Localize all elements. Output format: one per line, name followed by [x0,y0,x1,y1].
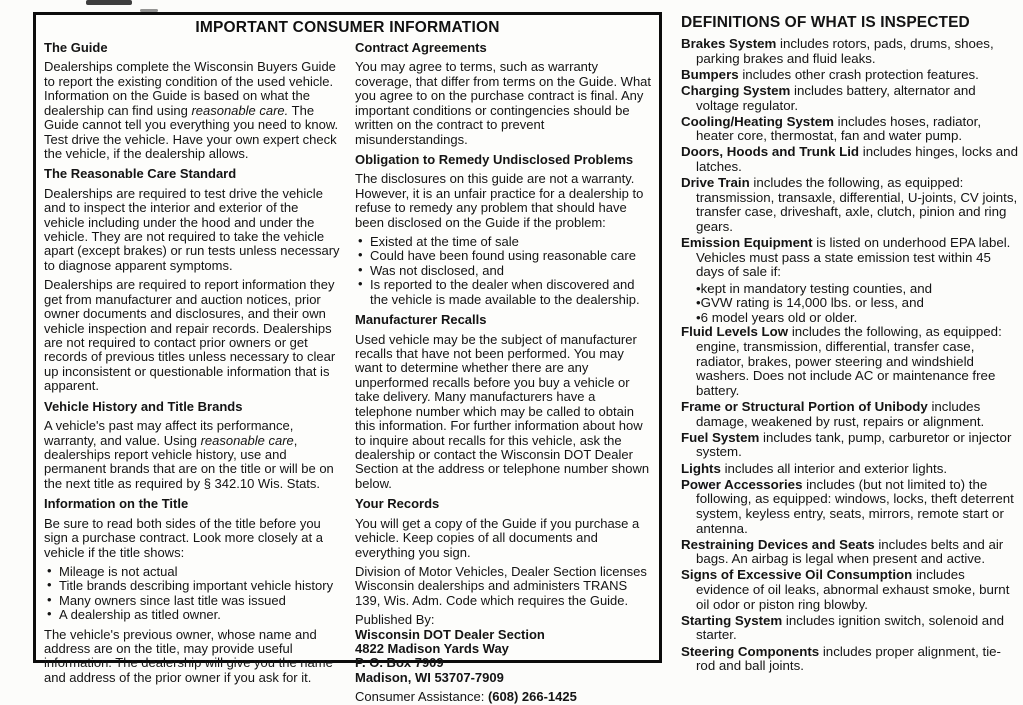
text-run: Published By: [355,612,435,628]
address-line [355,613,651,627]
text-run: Division of Motor Vehicles, Dealer Section licenses Wisconsin dealerships and administers TRANS 139, Wis. Adm. Code which requires the Guide. [355,563,647,608]
text-run: A vehicle's past may affect its performance, warranty, and value. Using [44,418,294,448]
bullet-icon: • [47,606,52,622]
text-run: reasonable care [200,432,294,448]
consumer-info-column-middle [355,39,651,705]
text-run: Used vehicle may be the subject of manufacturer recalls that have not been performed. You may want to determine whether there are any unperformed recalls before you buy a vehicle or take delivery. Many manufacturers have a telephone number which may be called to obtain this information. For further information about how to inquire about recalls for this vehicle, ask the dealership or contact the Wisconsin DOT Dealer Section at the address or telephone number shown below. [355,331,650,491]
definition-item [681,400,1019,429]
bullet-icon: • [358,247,363,263]
bullet-text: Title brands describing important vehicle history [59,578,334,594]
text-run: , dealerships report vehicle history, use and permanent brands that are on the title or will be on the next title as required by § 342.10 Wis. Stats. [44,432,334,491]
bullet-text: Was not disclosed, and [370,262,504,278]
consumer-info-title: IMPORTANT CONSUMER INFORMATION [195,19,500,36]
bullet-icon: • [47,591,52,607]
paragraph [44,187,340,274]
text-run: reasonable care. [191,102,289,118]
paragraph [355,517,651,560]
address-line [355,671,651,685]
bullet-list [44,562,340,623]
definitions-title: DEFINITIONS OF WHAT IS INSPECTED [681,14,970,31]
definition-item [681,568,1019,612]
definition-text: includes the following, as equipped: transmission, transaxle, differential, U-joints, CV joints, transfer case, driveshaft, axle, clutch, pinion and ring gears. [696,175,1018,235]
text-run: 4822 Madison Yards Way [355,641,509,657]
definition-item [681,645,1019,674]
section-heading: Manufacturer Recalls [355,312,487,328]
section-heading: The Reasonable Care Standard [44,166,237,182]
definition-item [681,236,1019,280]
bullet-text: GVW rating is 14,000 lbs. or less, and [700,295,924,311]
definition-text: includes damage, weakened by rust, repairs or alignment. [696,399,985,429]
definition-term: Cooling/Heating System [681,113,834,129]
paragraph [44,278,340,393]
definition-term: Bumpers [681,66,739,82]
info-section [44,167,340,393]
info-section [44,497,340,685]
definition-term: Emission Equipment [681,235,813,251]
definition-term: Frame or Structural Portion of Unibody [681,399,928,415]
bullet-text: Could have been found using reasonable care [370,248,636,264]
definition-term: Starting System [681,612,783,628]
address-line [355,656,651,670]
paragraph [355,333,651,492]
bullet-item [44,562,340,579]
info-section [44,41,340,161]
info-section [44,400,340,492]
bullet-text: Many owners since last title was issued [59,592,286,608]
info-section [355,313,651,491]
definition-item [681,145,1019,174]
definition-item [681,478,1019,537]
consumer-info-column-left [44,39,340,705]
definition-text: includes ignition switch, solenoid and starter. [696,612,1004,643]
section-heading: Obligation to Remedy Undisclosed Problems [355,151,634,167]
definition-term: Fuel System [681,429,760,445]
definition-text: includes all interior and exterior lights. [720,460,948,476]
definition-term: Lights [681,460,721,476]
bullet-text: 6 model years old or older. [700,309,858,325]
definition-term: Signs of Excessive Oil Consumption [681,567,913,583]
section-heading: The Guide [44,40,108,55]
paragraph [44,419,340,491]
text-run: Be sure to read both sides of the title before you sign a purchase contract. Look more closely at a vehicle if the title shows: [44,515,323,560]
definition-term: Steering Components [681,643,820,659]
definitions-list [681,37,1019,674]
definition-term: Charging System [681,82,791,98]
definition-text: includes hoses, radiator, heater core, thermostat, fan and water pump. [696,113,982,144]
bullet-icon: • [47,562,52,578]
paragraph [44,60,340,161]
paragraph [355,690,651,704]
paragraph [44,517,340,560]
definition-item [681,538,1019,567]
text-run: Wisconsin DOT Dealer Section [355,626,545,642]
definition-text: is listed on underhood EPA label. Vehicles must pass a state emission test within 45 days of sale if: [696,235,1011,280]
bullet-text: kept in mandatory testing counties, and [700,280,933,296]
definition-term: Fluid Levels Low [681,324,789,340]
definition-item [681,462,1019,477]
bullet-text: A dealership as titled owner. [59,607,221,623]
bullet-icon: • [358,276,363,292]
definition-term: Brakes System [681,36,777,52]
definition-text: includes rotors, pads, drums, shoes, parking brakes and fluid leaks. [696,36,994,66]
definition-text: includes evidence of oil leaks, abnormal exhaust smoke, burnt oil odor or piston ring blowby. [696,567,1010,612]
text-run: Dealerships are required to test drive the vehicle and to inspect the interior and exterior of the vehicle including under the hood and under the vehicle. They are not required to take the vehicle apart (except brakes) or run tests unless necessary to diagnose apparent symptoms. [44,185,340,273]
bullet-item [355,235,651,249]
bullet-icon: • [696,280,701,296]
definitions-column [681,14,1019,675]
bullet-text: Is reported to the dealer when discovered and the vehicle is made available to the dealership. [370,277,640,307]
scan-artifact [86,0,132,5]
paragraph [44,628,340,686]
text-run: Dealerships are required to report information they get from manufacturer and auction notices, prior owner documents and disclosures, and their own vehicle inspection and repair records. Dealerships are not required to contact prior owners or get records of previous titles unless necessary to clear up inconsistent or questionable information that is apparent. [44,277,336,394]
paragraph [355,172,651,230]
bullet-item [44,591,340,608]
bullet-item [355,278,651,307]
bullet-text: Existed at the time of sale [370,234,519,250]
address-line [355,642,651,656]
definition-bullet-item [681,311,1019,326]
section-heading: Vehicle History and Title Brands [44,398,243,414]
bullet-icon: • [696,295,701,311]
definition-bullet-item [681,296,1019,311]
definition-item [681,84,1019,113]
definition-term: Restraining Devices and Seats [681,536,875,552]
bullet-item [355,249,651,263]
consumer-info-columns [44,39,651,705]
definition-item [681,176,1019,235]
definition-item [681,325,1019,398]
bullet-icon: • [696,309,701,325]
text-run: Madison, WI 53707-7909 [355,669,504,685]
definition-term: Drive Train [681,175,750,191]
bullet-list [355,235,651,307]
definition-text: includes belts and air bags. An airbag is legal when present and active. [696,536,1004,567]
text-run: The vehicle's previous owner, whose name and address are on the title, may provide useful information. The dealership will give you the name and address of the prior owner if you ask for it. [44,626,333,685]
bullet-icon: • [358,233,363,249]
text-run: Dealerships complete the Wisconsin Buyers Guide to report the existing condition of the used vehicle. Information on the Guide is based on what the dealership can find using [44,59,336,118]
bullet-item [355,261,651,278]
definition-item [681,115,1019,144]
info-section [355,153,651,307]
definition-text: includes hinges, locks and latches. [696,144,1018,175]
definition-item [681,68,1019,83]
definition-text: includes the following, as equipped: engine, transmission, differential, transfer case, radiator, brakes, power steering and windshield washers. Does not include AC or maintenance free battery. [696,324,1002,398]
info-section [355,497,651,704]
section-heading: Information on the Title [44,496,189,512]
address-line [355,628,651,642]
text-run: (608) 266-1425 [487,689,577,705]
definition-text: includes tank, pump, carburetor or injector system. [696,429,1012,460]
bullet-item [44,579,340,593]
bullet-icon: • [358,261,363,277]
definition-item [681,614,1019,643]
definition-bullet-item [681,282,1019,297]
definition-term: Power Accessories [681,476,803,492]
info-section [355,41,651,147]
bullet-text: Mileage is not actual [59,563,178,579]
definition-item [681,431,1019,460]
bullet-icon: • [47,577,52,593]
paragraph [355,565,651,608]
section-heading: Your Records [355,496,440,512]
text-run: Consumer Assistance: [355,689,488,705]
definition-item [681,37,1019,66]
text-run: P. O. Box 7909 [355,655,444,671]
definition-term: Doors, Hoods and Trunk Lid [681,144,860,160]
bullet-item [44,608,340,622]
definition-text: includes battery, alternator and voltage regulator. [696,82,976,113]
text-run: The Guide cannot tell you everything you need to know. Test drive the vehicle. Have your own expert check the vehicle, if the dealership allows. [44,102,339,161]
consumer-info-box [33,12,662,705]
text-run: The disclosures on this guide are not a warranty. However, it is an unfair practice for a dealership to refuse to remedy any problem that should have been disclosed on the Guide if the problem: [355,171,644,230]
definition-text: includes (but not limited to) the following, as equipped: windows, locks, theft deterrent system, keyless entry, seats, mirrors, remote start or antenna. [696,476,1014,536]
definition-text: includes proper alignment, tie-rod and ball joints. [696,643,1001,674]
definition-text: includes other crash protection features. [738,66,979,82]
text-run: You will get a copy of the Guide if you purchase a vehicle. Keep copies of all documents and everything you sign. [355,515,640,560]
section-heading: Contract Agreements [355,40,487,55]
paragraph [355,60,651,147]
address-block [355,613,651,685]
text-run: You may agree to terms, such as warranty coverage, that differ from terms on the Guide. What you agree to on the purchase contract is final. Any important conditions or contingencies should be written on the contract to prevent misunderstandings. [355,59,652,147]
